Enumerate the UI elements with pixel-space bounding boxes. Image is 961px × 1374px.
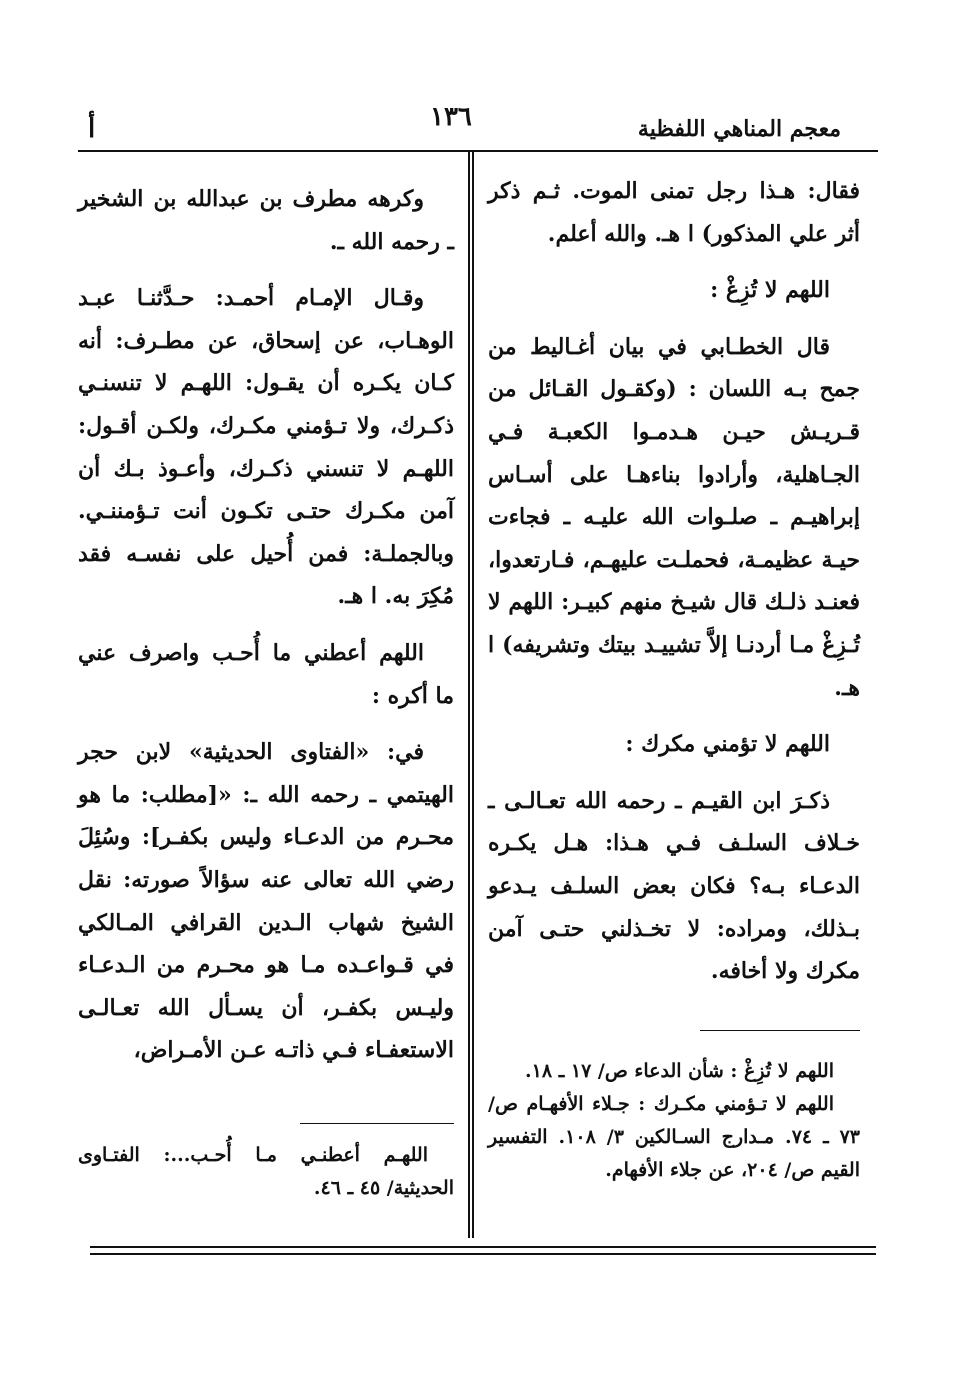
page-number: ١٣٦ — [430, 102, 472, 132]
footer-rule-1 — [90, 1246, 876, 1248]
entry-heading-atini: اللهم أعطني ما أُحـب واصرف عني ما أكره : — [78, 639, 454, 709]
header-rule — [78, 150, 878, 152]
entry-heading-la-tuzigh: اللهم لا تُزِغْ : — [710, 277, 830, 304]
footnote-rule-left — [300, 1123, 454, 1124]
footnote-right-2: اللهم لا تـؤمني مكـرك : جـلاء الأفهـام ص/ ٧٣ ـ ٧٤. مـدارج السـالكين ٣/ ١٠٨. التفسير القيم ص/ ٢٠٤، عن جلاء الأفهام. — [488, 1093, 861, 1181]
running-title: معجم المناهي اللفظية — [637, 116, 841, 142]
right-paragraph-3: ذكـرَ ابن القيـم ـ رحمه الله تعـالـى ـ خـلاف السلـف فـي هـذا: هـل يكـره الدعـاء بـه؟ فكان بعض السلـف يـدعو بـذلك، ومراده: لا تخـذلني حتـى آمن مكرك ولا أخافه. — [488, 787, 860, 985]
footnotes-right — [488, 1055, 860, 1187]
footnotes-left — [78, 1139, 454, 1205]
footnote-rule-right — [700, 1030, 860, 1031]
left-paragraph-1: وكرهه مطرف بن عبدالله بن الشخير ـ رحمه الله ـ. — [78, 186, 454, 255]
left-paragraph-3: في: «الفتاوى الحديثية» لابن حجر الهيتمي ـ رحمه الله ـ: «[مطلب: ما هو محـرم من الدعـاء وليس بكفـر]: وسُئِلَ رضي الله تعالى عنه سؤالاً صورته: نقل الشيخ شهاب الـدين القرافي المـالكي في قـواعـده مـا هو محـرم من الـدعـاء وليـس بكفـر، أن يسـأل الله تعـالـى الاستعفـاء فـي ذاتـه عـن الأمـراض، — [78, 739, 454, 1064]
right-column — [488, 170, 860, 993]
footer-rule-2 — [90, 1253, 876, 1255]
right-paragraph-2: قال الخطـابي في بيان أغـاليط من جمح بـه اللسان : (وكقـول القـائل من قـريـش حيـن هـدمـوا الكعبـة فـي الجـاهلية، وأرادوا بناءهـا على أسـاس إبراهيـم ـ صلـوات الله عليـه ـ فجاءت حيـة عظيمـة، فحملـت عليهـم، فـارتعدوا، فعنـد ذلـك قال شيـخ منهم كبيـر: اللهم لا تُـزِغْ مـا أردنـا إلاَّ تشييـد بيتك وتشريفه) ا هـ. — [488, 333, 860, 701]
section-mark: أ — [88, 114, 96, 144]
entry-heading-la-tuaminni: اللهم لا تؤمني مكرك : — [625, 731, 830, 758]
right-paragraph-1: فقال: هـذا رجل تمنى الموت. ثـم ذكر أثر علي المذكور) ا هـ. والله أعلم. — [488, 178, 860, 247]
footnote-left-1: اللهـم أعطنـي مـا أُحـب...: الفتـاوى الحديثية/ ٤٥ ـ ٤٦. — [78, 1144, 454, 1199]
left-column — [78, 178, 454, 1072]
footnote-right-1: اللهم لا تُزِغْ : شأن الدعاء ص/ ١٧ ـ ١٨. — [525, 1060, 834, 1082]
left-paragraph-2: وقـال الإمـام أحمـد: حـدَّثنـا عبـد الوهـاب، عن إسحاق، عن مطـرف: أنه كـان يكـره أن يقـول: اللهـم لا تنسنـي ذكـرك، ولا تـؤمني مكـرك، ولكـن أقـول: اللهـم لا تنسني ذكـرك، وأعـوذ بـك أن آمن مكـرك حتـى تكـون أنت تـؤمننـي. وبالجملـة: فمن أُحيل على نفسـه فقد مُكِرَ به. ا هـ. — [78, 285, 454, 610]
column-divider — [468, 150, 474, 1238]
